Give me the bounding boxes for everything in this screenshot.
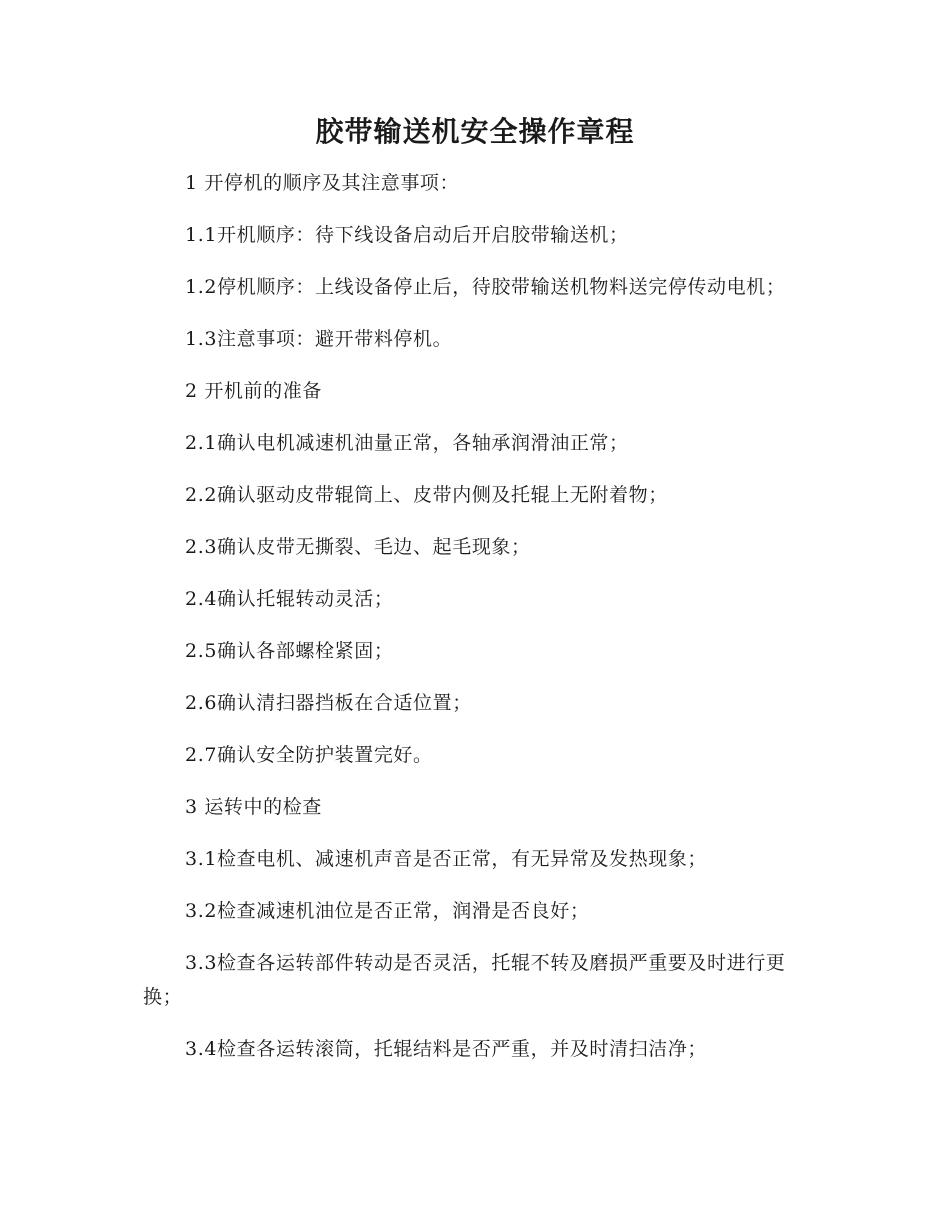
paragraph-3-1: 3.1检查电机、减速机声音是否正常，有无异常及发热现象； bbox=[185, 848, 708, 870]
paragraph-2-2: 2.2确认驱动皮带辊筒上、皮带内侧及托辊上无附着物； bbox=[185, 484, 668, 506]
page-title: 胶带输送机安全操作章程 bbox=[315, 115, 635, 148]
paragraph-2-3: 2.3确认皮带无撕裂、毛边、起毛现象； bbox=[185, 536, 531, 558]
paragraph-1-2: 1.2停机顺序：上线设备停止后，待胶带输送机物料送完停传动电机； bbox=[185, 276, 786, 298]
paragraph-2-4: 2.4确认托辊转动灵活； bbox=[185, 588, 394, 610]
paragraph-3-3: 3.3检查各运转部件转动是否灵活，托辊不转及磨损严重要及时进行更换； bbox=[143, 952, 786, 1008]
paragraph-2-6: 2.6确认清扫器挡板在合适位置； bbox=[185, 692, 472, 714]
paragraph-2-1: 2.1确认电机减速机油量正常，各轴承润滑油正常； bbox=[185, 432, 629, 454]
document-body bbox=[143, 166, 815, 1084]
paragraph-1-1: 1.1开机顺序：待下线设备启动后开启胶带输送机； bbox=[185, 224, 629, 246]
paragraph-section-1-heading: 1 开停机的顺序及其注意事项： bbox=[185, 172, 460, 194]
paragraph-2-5: 2.5确认各部螺栓紧固； bbox=[185, 640, 394, 662]
paragraph-3-2: 3.2检查减速机油位是否正常，润滑是否良好； bbox=[185, 900, 590, 922]
paragraph-2-7: 2.7确认安全防护装置完好。 bbox=[185, 744, 433, 766]
paragraph-1-3: 1.3注意事项：避开带料停机。 bbox=[185, 328, 453, 350]
paragraph-section-3-heading: 3 运转中的检查 bbox=[185, 796, 322, 818]
paragraph-section-2-heading: 2 开机前的准备 bbox=[185, 380, 322, 402]
paragraph-3-4: 3.4检查各运转滚筒，托辊结料是否严重，并及时清扫洁净； bbox=[185, 1038, 708, 1060]
